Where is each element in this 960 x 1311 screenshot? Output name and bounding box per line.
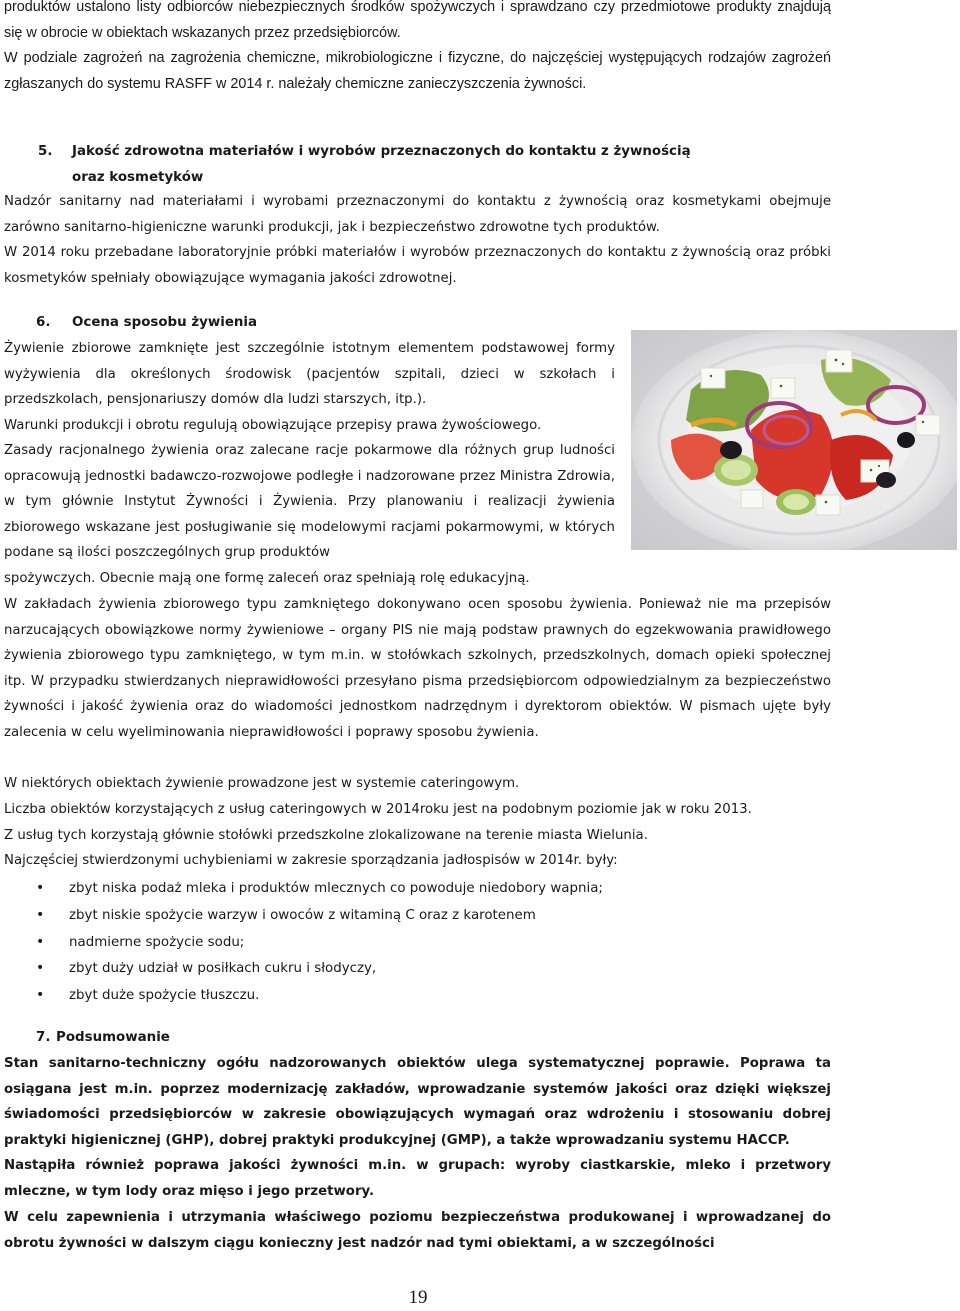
section-7-number: 7.: [36, 1030, 51, 1045]
bullet-icon: •: [36, 907, 45, 923]
section-6-heading: [36, 310, 257, 336]
section-6-title: Ocena sposobu żywienia: [72, 315, 258, 330]
section-7-paragraph-3: W celu zapewnienia i utrzymania właściwego poziomu bezpieczeństwa produkowanej i wprowadzanej do obrotu żywności w dalszym ciągu konieczny jest nadzór nad tymi obiektami, a w szczególności: [4, 1210, 831, 1251]
section-6-paragraph-7: Z usług tych korzystają głównie stołówki przedszkolne zlokalizowane na terenie miasta Wielunia.: [4, 828, 648, 843]
section-5-heading: [38, 139, 691, 191]
list-item: • zbyt duże spożycie tłuszczu.: [36, 982, 259, 1009]
list-item: • zbyt duży udział w posiłkach cukru i słodyczy,: [36, 955, 376, 982]
section-5-paragraph-2: W 2014 roku przebadane laboratoryjnie próbki materiałów i wyrobów przeznaczonych do kontaktu z żywnością oraz próbki kosmetyków spełniały obowiązujące wymagania jakości zdrowotnej.: [4, 245, 831, 286]
section-5-title-line-1: Jakość zdrowotna materiałów i wyrobów przeznaczonych do kontaktu z żywnością: [72, 144, 691, 159]
list-item: • zbyt niska podaż mleka i produktów mlecznych co powoduje niedobory wapnia;: [36, 875, 603, 902]
bullet-icon: •: [36, 880, 45, 896]
intro-paragraph-2: W podziale zagrożeń na zagrożenia chemiczne, mikrobiologiczne i fizyczne, do najczęściej występujących rodzajów zagrożeń zgłaszanych do systemu RASFF w 2014 r. należały chemiczne zanieczyszczenia żywności.: [4, 50, 831, 92]
section-6-paragraph-3: Zasady racjonalnego żywienia oraz zalecane racje pokarmowe dla różnych grup ludności opracowują jednostki badawczo-rozwojowe podległe i nadzorowane przez Ministra Zdrowia, w tym głównie Instytut Żywności i Żywienia. Przy planowaniu i realizacji żywienia zbiorowego wskazane jest posługiwanie się modelowymi racjami pokarmowymi, w których podane są ilości poszczególnych grup produktów: [4, 443, 615, 561]
section-6-number: 6.: [36, 315, 51, 330]
greek-salad-plate-photo: [631, 330, 957, 550]
section-5-paragraph-1: Nadzór sanitarny nad materiałami i wyrobami przeznaczonymi do kontaktu z żywnością oraz kosmetykami obejmuje zarówno sanitarno-higieniczne warunki produkcji, jak i bezpieczeństwo zdrowotne tych produktów.: [4, 194, 831, 235]
list-item: • zbyt niskie spożycie warzyw i owoców z witaminą C oraz z karotenem: [36, 902, 536, 929]
page-number: 19: [408, 1287, 428, 1308]
section-6-paragraph-2: Warunki produkcji i obrotu regulują obowiązujące przepisy prawa żywościowego.: [4, 418, 542, 433]
section-6-paragraph-3-end: spożywczych. Obecnie mają one formę zaleceń oraz spełniają rolę edukacyjną.: [4, 571, 530, 586]
section-7-paragraph-2: Nastąpiła również poprawa jakości żywności m.in. w grupach: wyroby ciastkarskie, mleko i przetwory mleczne, w tym lody oraz mięso i jego przetwory.: [4, 1158, 831, 1199]
section-6-paragraph-4: W zakładach żywienia zbiorowego typu zamkniętego dokonywano ocen sposobu żywienia. Ponieważ nie ma przepisów narzucających obowiązkowe normy żywieniowe – organy PIS nie mają podstaw prawnych do egzekwowania prawidłowego żywienia zbiorowego typu zamkniętego, w tym m.in. w stołówkach szkolnych, przedszkolnych, domach opieki społecznej itp. W przypadku stwierdzanych nieprawidłowości przesyłano pisma przedsiębiorcom odpowiedzialnym za bezpieczeństwo żywności i jakość żywienia oraz do wiadomości jednostkom nadrzędnym i dyrektorom obiektów. W pismach ujęte były zalecenia w celu wyeliminowania nieprawidłowości i poprawy sposobu żywienia.: [4, 597, 831, 740]
section-6-paragraph-6: Liczba obiektów korzystających z usług cateringowych w 2014roku jest na podobnym poziomie jak w roku 2013.: [4, 802, 752, 817]
section-6-paragraph-1: Żywienie zbiorowe zamknięte jest szczególnie istotnym elementem podstawowej formy wyżywienia dla określonych środowisk (pacjentów szpitali, dzieci w szkołach i przedszkolach, pensjonariuszy domów dla ludzi starszych, itp.).: [4, 341, 615, 408]
section-7-paragraph-1: Stan sanitarno-techniczny ogółu nadzorowanych obiektów ulega systematycznej poprawie. Poprawa ta osiągana jest m.in. poprzez modernizację zakładów, wprowadzanie systemów jakości oraz dzięki większej świadomości przedsiębiorców w zakresie obowiązujących wymagań oraz wdrożeniu i stosowaniu dobrej praktyki higienicznej (GHP), dobrej praktyki produkcyjnej (GMP), a także wprowadzaniu systemu HACCP.: [4, 1056, 831, 1148]
section-5-title-line-2: oraz kosmetyków: [72, 170, 204, 185]
section-6-paragraph-8: Najczęściej stwierdzonymi uchybieniami w zakresie sporządzania jadłospisów w 2014r. były:: [4, 853, 618, 868]
intro-paragraph-1: produktów ustalono listy odbiorców niebezpiecznych środków spożywczych i sprawdzano czy przedmiotowe produkty znajdują się w obrocie w obiektach wskazanych przez przedsiębiorców.: [4, 0, 831, 41]
section-7-heading: [36, 1025, 170, 1051]
bullet-icon: •: [36, 934, 45, 950]
section-5-number: 5.: [38, 144, 53, 159]
section-6-paragraph-5: W niektórych obiektach żywienie prowadzone jest w systemie cateringowym.: [4, 776, 520, 791]
list-item: • nadmierne spożycie sodu;: [36, 929, 244, 956]
bullet-icon: •: [36, 960, 45, 976]
section-7-title: Podsumowanie: [56, 1030, 170, 1045]
bullet-icon: •: [36, 987, 45, 1003]
